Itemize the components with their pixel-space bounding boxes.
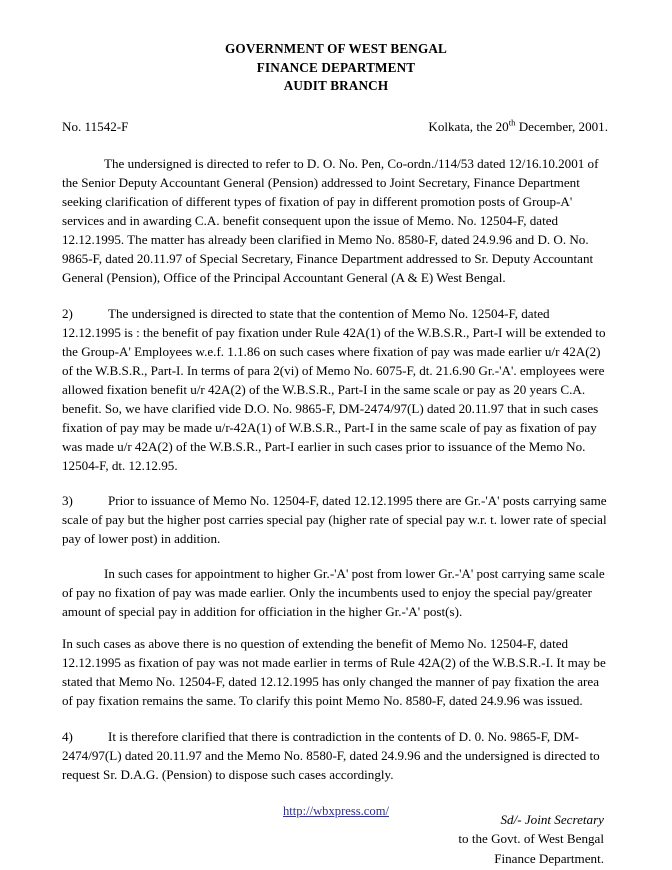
heading-line-department: FINANCE DEPARTMENT: [256, 59, 416, 75]
paragraph-3: [62, 491, 610, 548]
paragraph-2-text: The undersigned is directed to state that the contention of Memo No. 12504-F, dated 12.12.1995 is : the benefit of pay fixation under Rule 42A(1) of the W.B.S.R., Part-I will be extended to the Group-A' Employees w.e.f. 1.1.86 on such cases where fixation of pay was made earlier u/r 42A(2) of the W.B.S.R., Part-I. In terms of para 2(vi) of Memo No. 6075-F, dt. 21.6.90 Gr.-'A'. employees were allowed fixation benefit u/r 42A(2) of the W.B.S.R., Part-I in the same scale or pay as 20 years C.A. benefit. So, we have clarified vide D.O. No. 9865-F, DM-2474/97(L) dated 20.11.97 that in such cases fixation of pay may be made u/r-42A(1) of W.B.S.R., Part-I in the same scale of pay as fixation of pay was made u/r 42A(2) of the W.B.S.R., Part-I earlier in such cases prior to issuance of the Memo No. 12504-F, dt. 12.12.95.: [62, 305, 606, 473]
place-date-suffix: December, 2001.: [515, 119, 608, 135]
place-date-prefix: Kolkata, the 20: [428, 119, 509, 135]
paragraph-4-number: 4): [62, 728, 73, 744]
document-content: [62, 40, 610, 869]
paragraph-3c: [62, 634, 610, 710]
memo-number: No. 11542-F: [62, 119, 129, 135]
paragraph-3-text: Prior to issuance of Memo No. 12504-F, dated 12.12.1995 there are Gr.-'A' posts carrying same scale of pay but the higher post carries special pay (higher rate of special pay w.r. t. lower rate of special pay of lower post) in addition.: [62, 492, 607, 547]
paragraph-3c-text: In such cases as above there is no question of extending the benefit of Memo No. 12504-F, dated 12.12.1995 as fixation of pay was not made earlier in terms of Rule 42A(2) of the W.B.S.R.-I. It may be stated that Memo No. 12504-F, dated 12.12.1995 has only changed the manner of pay fixation the area of pay fixation remains the same. To clarify this point Memo No. 8580-F, dated 24.9.96 was issued.: [62, 636, 606, 709]
signature-designation: Sd/- Joint Secretary: [500, 811, 604, 827]
paragraph-1: [62, 154, 610, 287]
paragraph-1-text: The undersigned is directed to refer to D. O. No. Pen, Co-ordn./114/53 dated 12/16.10.2001 of the Senior Deputy Accountant General (Pension) addressed to Joint Secretary, Finance Department seeking clarification of different types of fixation of pay in different promotion posts of Group-A' services and in awarding C.A. benefit consequent upon the issue of Memo. No. 12504-F, dated 12.12.1995. The matter has already been clarified in Memo No. 8580-F, dated 24.9.96 and D. O. No. 9865-F, dated 20.11.97 of Special Secretary, Finance Department addressed to Sr. Deputy Accountant General (Pension), Office of the Principal Accountant General (A & E) West Bengal.: [62, 156, 599, 286]
memo-number-date-row: [62, 118, 610, 137]
heading-line-branch: AUDIT BRANCH: [283, 78, 389, 94]
document-heading: [62, 40, 610, 96]
paragraph-2-number: 2): [62, 305, 73, 321]
paragraph-4: [62, 727, 610, 784]
paragraph-4-text: It is therefore clarified that there is contradiction in the contents of D. 0. No. 9865-F, DM-2474/97(L) dated 20.11.97 and the Memo No. 8580-F, dated 24.9.96 and the undersigned is directed to request Sr. D.A.G. (Pension) to dispose such cases accordingly.: [62, 728, 600, 782]
paragraph-2: [62, 304, 610, 475]
footer: [0, 804, 672, 819]
heading-line-government: GOVERNMENT OF WEST BENGAL: [225, 41, 447, 56]
paragraph-3b-text: In such cases for appointment to higher Gr.-'A' post from lower Gr.-'A' post carrying same scale of pay no fixation of pay was made earlier. Only the incumbents used to enjoy the special pay/greater amount of special pay in addition for officiation in the higher Gr.-'A' post(s).: [62, 566, 605, 620]
signature-department-line: Finance Department.: [494, 850, 604, 866]
source-url-link[interactable]: http://wbxpress.com/: [283, 804, 389, 818]
date-ordinal-suffix: th: [508, 117, 516, 128]
place-and-date: [428, 118, 610, 137]
paragraph-3-number: 3): [62, 492, 73, 508]
paragraph-3b: [62, 564, 610, 621]
signature-government-line: to the Govt. of West Bengal: [458, 831, 604, 847]
